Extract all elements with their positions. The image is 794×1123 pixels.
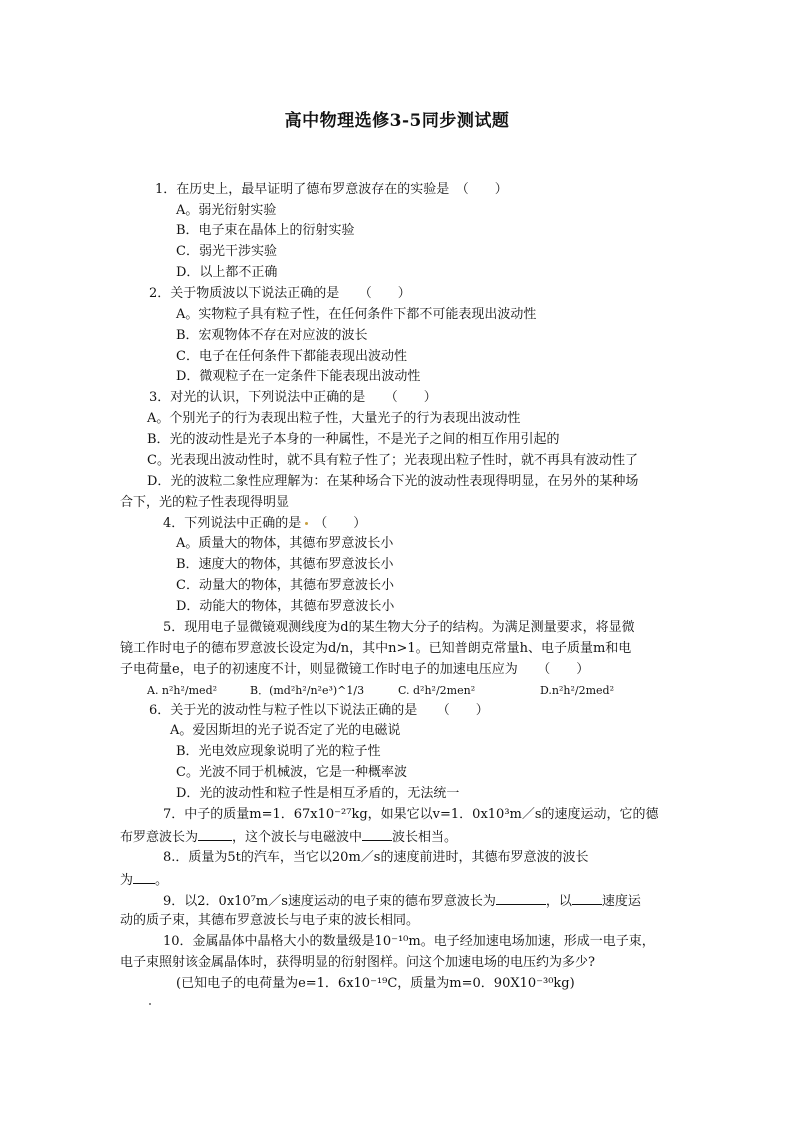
- q9-line2: 动的质子束，其德布罗意波长与电子束的波长相同。: [120, 913, 420, 928]
- q7-text-a: 布罗意波长为: [120, 830, 199, 845]
- q4-option-d: D．动能大的物体，其德布罗意波长小: [176, 599, 395, 614]
- q7-blank-2: [362, 826, 392, 841]
- q8-line2: [120, 869, 168, 891]
- q2-option-d: D．微观粒子在一定条件下能表现出波动性: [176, 369, 421, 384]
- q2-option-c: C．电子在任何条件下都能表现出波动性: [176, 349, 407, 364]
- q8-text-b: 。: [155, 873, 169, 888]
- q3-option-a: A。个别光子的行为表现出粒子性，大量光子的行为表现出波动性: [147, 411, 521, 426]
- q6-stem: 6．关于光的波动性与粒子性以下说法正确的是 （ ）: [149, 703, 489, 718]
- q5-option-a: A. n²h²/med²: [147, 684, 218, 697]
- q7-line2: [120, 826, 457, 848]
- q4-stem-text: 4．下列说法中正确的是: [163, 516, 302, 531]
- q9-blank-2: [572, 890, 602, 905]
- page-title: 高中物理选修3-5同步测试题: [284, 111, 510, 131]
- q3-option-d-line2: 合下，光的粒子性表现得明显: [120, 495, 290, 510]
- stray-dot: [149, 1003, 151, 1005]
- q5-option-c: C. d²h²/2men²: [398, 684, 476, 697]
- q6-option-c: C。光波不同于机械波，它是一种概率波: [176, 765, 407, 780]
- q7-blank-1: [198, 826, 232, 841]
- q3-option-d-line1: D．光的波粒二象性应理解为：在某种场合下光的波动性表现得明显，在另外的某种场: [147, 474, 639, 489]
- q8-line1: 8.．质量为5t的汽车，当它以20m／s的速度前进时，其德布罗意波的波长: [163, 850, 589, 865]
- q9-text-b: ，以: [545, 894, 572, 909]
- q4-stem: [163, 514, 366, 534]
- q9-line1: [163, 890, 641, 912]
- q10-line1: 10．金属晶体中晶格大小的数量级是10⁻¹⁰m。电子经加速电场加速，形成一电子束，: [163, 934, 655, 949]
- q5-option-b: B．(md²h²/n²e³)^1/3: [250, 684, 365, 697]
- q3-option-c: C。光表现出波动性时，就不具有粒子性了；光表现出粒子性时，就不再具有波动性了: [147, 453, 638, 468]
- q3-stem: 3．对光的认识，下列说法中正确的是 （ ）: [149, 390, 437, 405]
- q9-text-c: 速度运: [601, 894, 641, 909]
- q6-option-b: B．光电效应现象说明了光的粒子性: [176, 744, 381, 759]
- q7-line1: 7．中子的质量m=1．67x10⁻²⁷kg，如果它以v=1．0x10³m／s的速度运动，它的德: [163, 807, 659, 822]
- q4-option-c: C．动量大的物体，其德布罗意波长小: [176, 578, 394, 593]
- q7-text-b: ，这个波长与电磁波中: [232, 830, 363, 845]
- q9-text-a: 9．以2．0x10⁷m／s速度运动的电子束的德布罗意波长为: [163, 894, 496, 909]
- q8-blank: [133, 869, 155, 884]
- q1-stem: 1．在历史上，最早证明了德布罗意波存在的实验是 （ ）: [155, 182, 508, 197]
- q5-line3: 子电荷量e，电子的初速度不计，则显微镜工作时电子的加速电压应为 （ ）: [120, 662, 590, 677]
- q5-option-d: D.n²h²/2med²: [540, 684, 615, 697]
- q9-blank-1: [496, 890, 546, 905]
- q1-option-b: B．电子束在晶体上的衍射实验: [176, 223, 355, 238]
- q1-option-d: D．以上都不正确: [176, 265, 278, 280]
- q1-option-c: C．弱光干涉实验: [176, 244, 277, 259]
- q5-line1: 5．现用电子显微镜观测线度为d的某生物大分子的结构。为满足测量要求，将显微: [163, 620, 635, 635]
- q2-option-b: B．宏观物体不存在对应波的波长: [176, 328, 368, 343]
- stray-mark: [305, 522, 308, 525]
- q10-line3: (已知电子的电荷量为e=1．6x10⁻¹⁹C，质量为m=0．90X10⁻³⁰kg): [176, 976, 575, 991]
- q8-text-a: 为: [120, 873, 134, 888]
- q1-option-a: A。弱光衍射实验: [176, 203, 277, 218]
- q10-line2: 电子束照射该金属晶体时，获得明显的衍射图样。问这个加速电场的电压约为多少?: [120, 955, 595, 970]
- q6-option-a: A。爱因斯坦的光子说否定了光的电磁说: [170, 723, 401, 738]
- q4-option-a: A。质量大的物体，其德布罗意波长小: [176, 536, 394, 551]
- q2-option-a: A。实物粒子具有粒子性，在任何条件下都不可能表现出波动性: [176, 307, 537, 322]
- q5-line2: 镜工作时电子的德布罗意波长设定为d/n，其中n>1。已知普朗克常量h、电子质量m和电: [120, 641, 632, 656]
- q4-stem-paren: （ ）: [314, 516, 367, 531]
- q7-text-c: 波长相当。: [392, 830, 458, 845]
- q3-option-b: B．光的波动性是光子本身的一种属性，不是光子之间的相互作用引起的: [147, 432, 560, 447]
- q6-option-d: D．光的波动性和粒子性是相互矛盾的，无法统一: [176, 786, 460, 801]
- q4-option-b: B．速度大的物体，其德布罗意波长小: [176, 557, 394, 572]
- q2-stem: 2．关于物质波以下说法正确的是 （ ）: [149, 286, 411, 301]
